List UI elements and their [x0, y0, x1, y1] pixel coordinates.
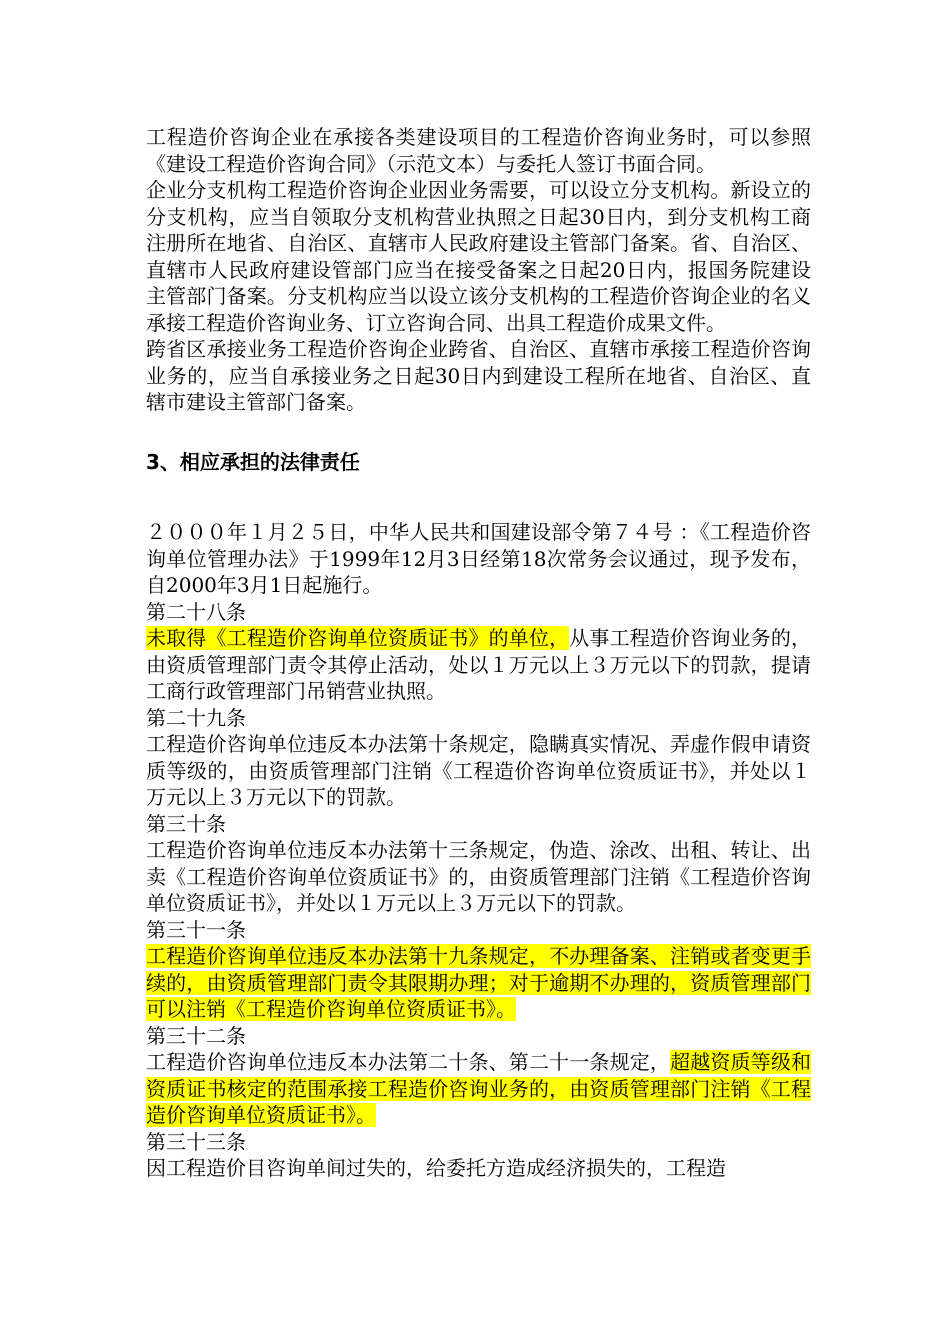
- highlighted-text: 超越资质等级和资质证书核定的范围承接工程造价咨询业务的，由资质管理部门注销《工程造价咨询单位资质证书》。: [146, 1050, 811, 1127]
- article-33-text: 因工程造价目咨询单间过失的，给委托方造成经济损失的，工程造: [146, 1156, 726, 1180]
- highlighted-text: 未取得《工程造价咨询单位资质证书》的单位，: [146, 626, 570, 650]
- article-29-text: 工程造价咨询单位违反本办法第十条规定，隐瞒真实情况、弄虚作假申请资质等级的，由资质管理部门注销《工程造价咨询单位资质证书》，并处以１万元以上３万元以下的罚款。: [146, 732, 811, 809]
- article-33-title: 第三十三条: [146, 1129, 246, 1154]
- article-30-text: 工程造价咨询单位违反本办法第十三条规定，伪造、涂改、出租、转让、出卖《工程造价咨询单位资质证书》的，由资质管理部门注销《工程造价咨询单位资质证书》，并处以１万元以上３万元以下的罚款。: [146, 838, 811, 915]
- document-body: [146, 124, 811, 1182]
- article-31-text: [146, 943, 811, 1023]
- article-28-text: [146, 625, 811, 705]
- article-30-title: 第三十条: [146, 811, 226, 836]
- article-32-title: 第三十二条: [146, 1023, 246, 1048]
- paragraph-branch: 企业分支机构工程造价咨询企业因业务需要，可以设立分支机构。新设立的分支机构，应当自领取分支机构营业执照之日起30日内，到分支机构工商注册所在地省、自治区、直辖市人民政府建设主管部门备案。省、自治区、直辖市人民政府建设管部门应当在接受备案之日起20日内，报国务院建设主管部门备案。分支机构应当以设立该分支机构的工程造价咨询企业的名义承接工程造价咨询业务、订立咨询合同、出具工程造价成果文件。: [146, 178, 811, 335]
- article-32-text: [146, 1049, 811, 1129]
- article-28-title: 第二十八条: [146, 599, 246, 624]
- paragraph-intro: ２０００年１月２５日，中华人民共和国建设部令第７４号 ：《工程造价咨询单位管理办法》于1999年12月3日经第18次常务会议通过，现予发布，自2000年3月1日起施行。: [146, 520, 811, 597]
- article-28-rest: 从事工程造价咨询业务的，由资质管理部门责令其停止活动，处以１万元以上３万元以下的罚款，提请工商行政管理部门吊销营业执照。: [146, 626, 811, 703]
- article-31-title: 第三十一条: [146, 917, 246, 942]
- paragraph-contract: 工程造价咨询企业在承接各类建设项目的工程造价咨询业务时，可以参照《建设工程造价咨询合同》（示范文本）与委托人签订书面合同。: [146, 125, 811, 176]
- section-heading: 3、相应承担的法律责任: [146, 449, 360, 474]
- highlighted-text: 工程造价咨询单位违反本办法第十九条规定，不办理备案、注销或者变更手续的，由资质管理部门责令其限期办理；对于逾期不办理的，资质管理部门可以注销《工程造价咨询单位资质证书》。: [146, 944, 811, 1021]
- article-32-pre: 工程造价咨询单位违反本办法第二十条、第二十一条规定，: [146, 1050, 671, 1074]
- paragraph-cross-province: 跨省区承接业务工程造价咨询企业跨省、自治区、直辖市承接工程造价咨询业务的，应当自承接业务之日起30日内到建设工程所在地省、自治区、直辖市建设主管部门备案。: [146, 337, 811, 414]
- article-29-title: 第二十九条: [146, 705, 246, 730]
